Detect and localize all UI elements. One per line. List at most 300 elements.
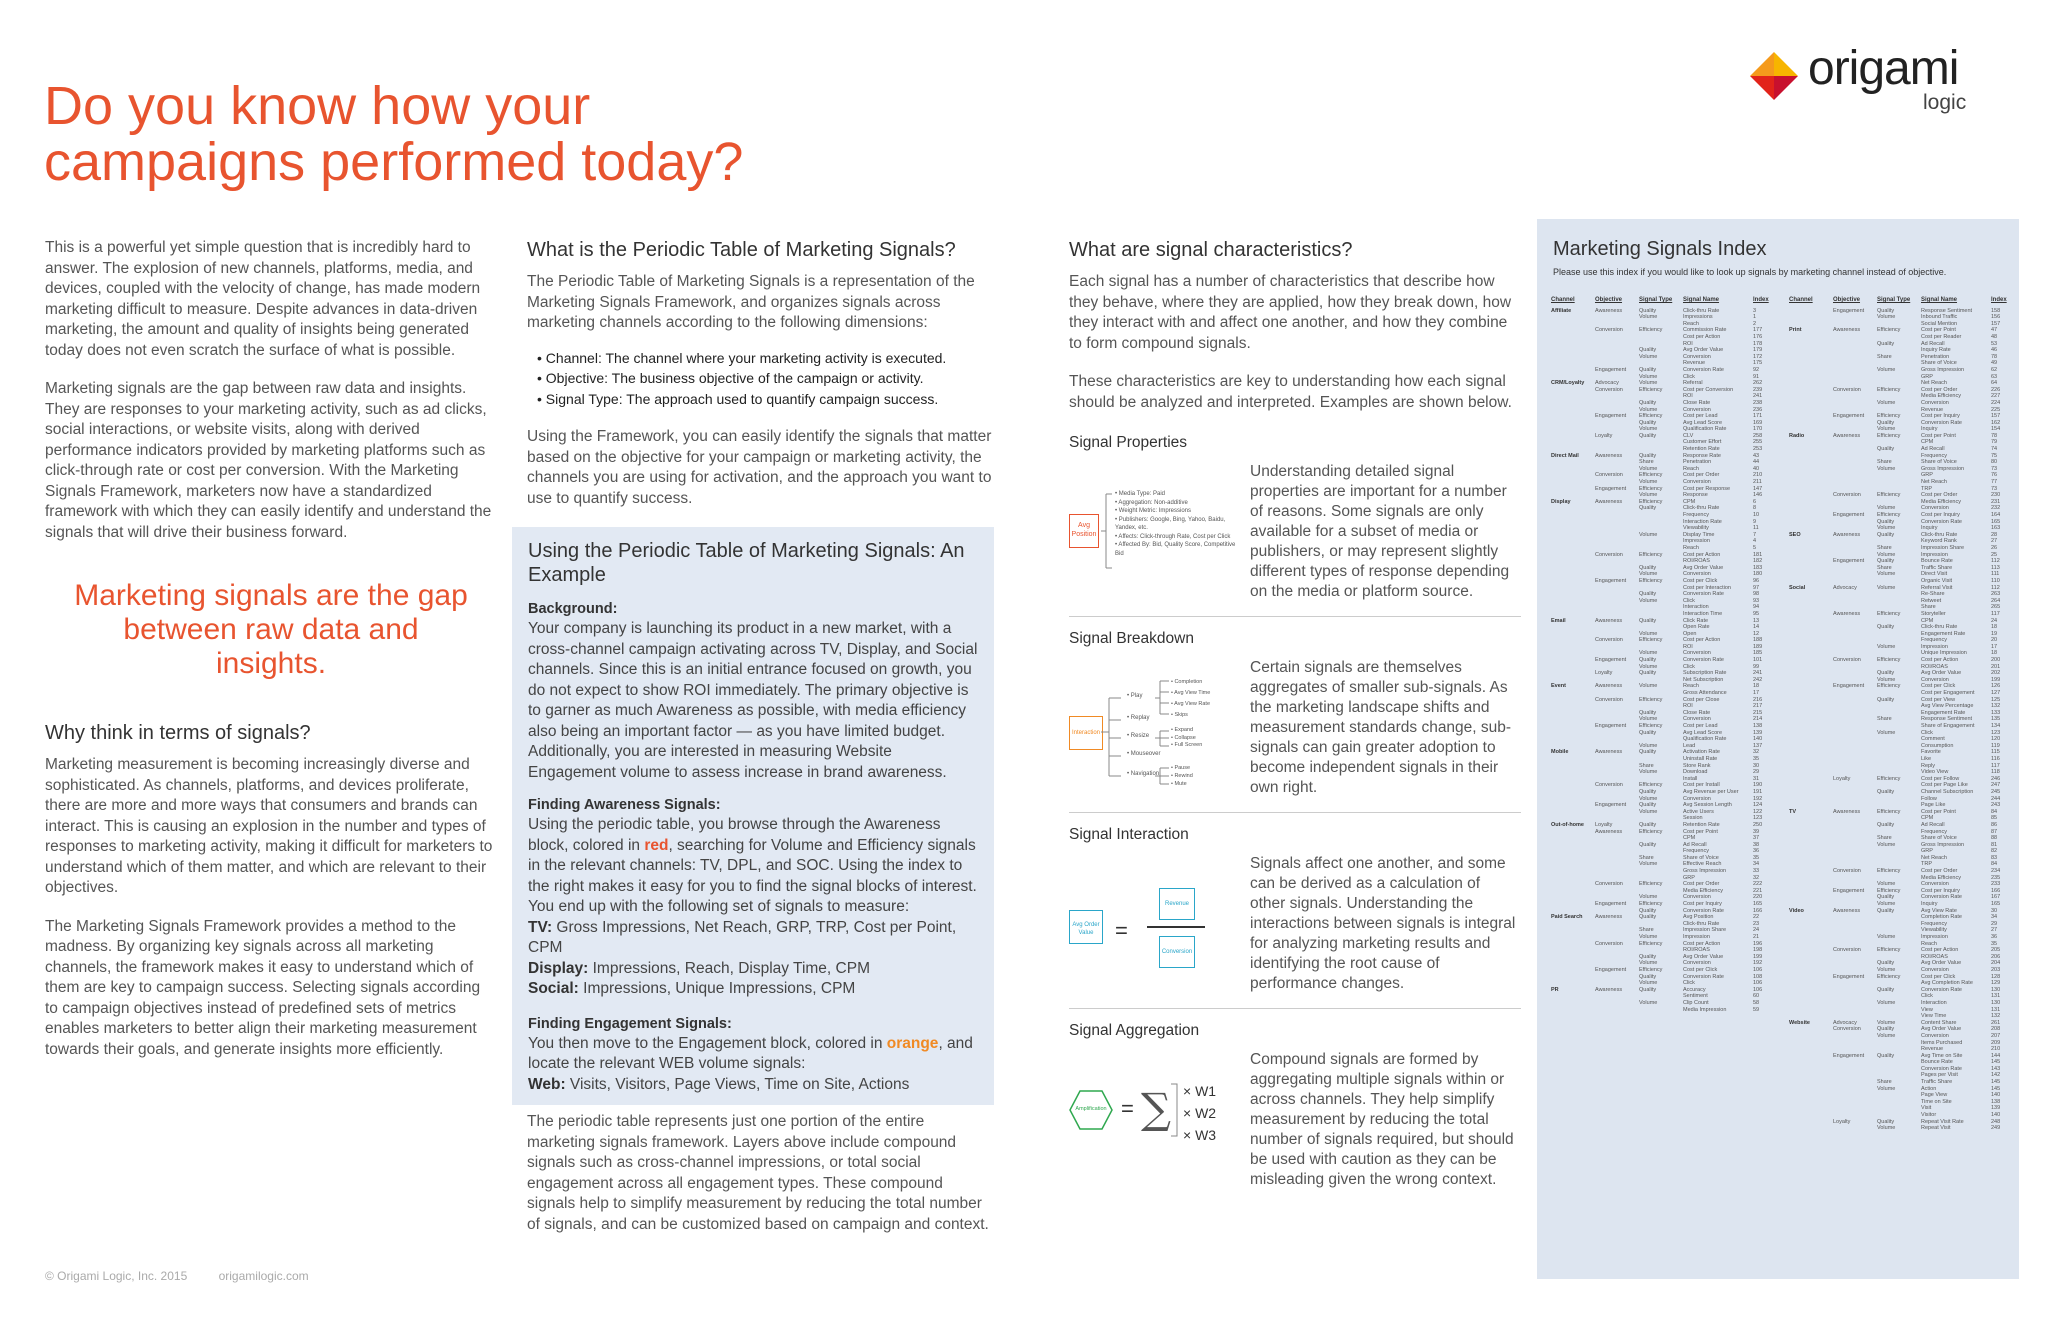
characteristics-paragraph-2: These characteristics are key to understanding how each signal should be analyzed and interpreted. Examples are shown below. — [1069, 373, 1512, 411]
index-row: Cost per Action 176 — [1683, 333, 1763, 340]
index-row: Re-Share 263 — [1921, 591, 2001, 598]
index-row: TRP 84 — [1921, 861, 1998, 868]
index-row: Cost per Reader 48 — [1921, 333, 1998, 340]
index-row: Mobile Awareness Quality Activation Rate 32 — [1551, 749, 1760, 756]
index-row: Conversion Efficiency Cost per Action 205 — [1833, 947, 2001, 954]
footer — [45, 1269, 337, 1283]
periodic-paragraph-2: Using the Framework, you can easily identify the signals that matter based on the objective for your campaign or marketing activity, the channels you are using for activation, and the approach you want to use to quantify success. — [527, 428, 992, 507]
index-row: Quality Avg Revenue per User 191 — [1639, 788, 1763, 795]
index-row: Engagement Efficiency Cost per Inquiry 164 — [1833, 512, 2001, 518]
index-row: Volume Active Users 122 — [1639, 808, 1763, 815]
index-row: Share Store Rank 30 — [1639, 762, 1760, 769]
index-row: Reach 35 — [1921, 940, 1998, 947]
index-row: Volume Action 145 — [1877, 1085, 2001, 1092]
index-row: Follow 244 — [1921, 795, 2001, 802]
index-row: Volume Click 106 — [1639, 980, 1763, 987]
index-row: ROI 217 — [1683, 703, 1763, 710]
index-row: Keyword Rank 27 — [1921, 538, 1998, 545]
index-row: Share Share of Voice 35 — [1639, 854, 1760, 861]
index-row: Out-of-home Loyalty Quality Retention Rate 250 — [1551, 821, 1763, 828]
pull-quote: Marketing signals are the gap between raw data and insights. — [74, 579, 468, 680]
index-row: ROI 178 — [1683, 340, 1763, 347]
example-panel — [512, 527, 994, 1105]
index-row: ROI/ROAS 201 — [1921, 663, 2001, 670]
signal-aggregation-diagram — [1069, 1078, 1249, 1158]
index-row: Page View 140 — [1921, 1092, 2001, 1099]
index-row: Cost per Engagement 127 — [1921, 690, 2001, 697]
index-row: Volume Open 12 — [1639, 630, 1760, 637]
index-row: Volume Conversion 232 — [1877, 505, 2001, 512]
index-row: Items Purchased 209 — [1921, 1039, 2001, 1046]
index-row: Volume Impression 21 — [1639, 934, 1760, 940]
intro-column — [45, 238, 497, 1078]
index-row: Volume Gross Impression 81 — [1877, 841, 1998, 848]
index-row: Quality Avg Order Value 183 — [1639, 564, 1763, 571]
resize-sublist: • Expand • Collapse • Full Screen — [1171, 727, 1203, 748]
index-row: Social Advocacy Volume Referral Visit 112 — [1789, 584, 2000, 591]
tv-signals: TV: Gross Impressions, Net Reach, GRP, TRP, Cost per Point, CPM — [528, 918, 957, 956]
divider — [1069, 1008, 1521, 1009]
index-row: Engagement Efficiency Cost per Response 147 — [1595, 485, 1763, 492]
index-row: Retention Rate 253 — [1683, 446, 1763, 453]
periodic-table-column — [527, 238, 995, 527]
web-signals: Web: Visits, Visitors, Page Views, Time on Site, Actions — [528, 1075, 910, 1093]
sub-bracket-icon — [1155, 676, 1171, 791]
index-row: Reach 5 — [1683, 544, 1757, 551]
index-row: ROI/ROAS 182 — [1683, 558, 1763, 565]
index-row: Quality Avg Order Value 204 — [1877, 960, 2001, 967]
index-row: CPM 79 — [1921, 439, 1998, 446]
why-title: Why think in terms of signals? — [45, 722, 311, 744]
index-row: Net Reach 64 — [1921, 380, 1998, 387]
index-row: Volume Inquiry 163 — [1877, 525, 2001, 532]
index-title: Marketing Signals Index — [1553, 238, 1767, 260]
index-row: Conversion Efficiency Cost per Action 196 — [1595, 940, 1763, 947]
index-row: Quality Avg Order Value 199 — [1639, 953, 1763, 960]
index-row: Conversion Efficiency Cost per Action 181 — [1595, 551, 1763, 558]
index-row: Email Awareness Quality Click Rate 13 — [1551, 617, 1760, 624]
index-row: ROI/ROAS 206 — [1921, 953, 2001, 960]
index-row: Volume Conversion 220 — [1639, 894, 1763, 901]
index-row: Quality Ad Recall 53 — [1877, 340, 1998, 347]
logo-wordmark: origami — [1808, 42, 1959, 95]
index-row: Volume Conversion 233 — [1877, 881, 2001, 888]
index-row: Conversion Efficiency Commission Rate 177 — [1595, 327, 1763, 334]
index-row: Awareness Efficiency Storyteller 117 — [1833, 610, 2000, 617]
index-row: Media Impression 59 — [1683, 1006, 1760, 1013]
index-row: TRP 73 — [1921, 485, 1998, 492]
conversion-tile: Conversion — [1159, 936, 1195, 968]
index-row: Avg View Percentage 132 — [1921, 703, 2001, 710]
index-row: Paid Search Awareness Quality Avg Position 22 — [1551, 914, 1760, 921]
index-row: Volume Inquiry 165 — [1877, 901, 2001, 908]
index-row: Quality Close Rate 238 — [1639, 399, 1763, 406]
index-row: Volume Conversion 236 — [1639, 406, 1763, 413]
index-row: Media Efficiency 235 — [1921, 874, 2001, 881]
index-row: Volume Conversion 203 — [1877, 966, 2001, 973]
index-row: Share Share of Voice 88 — [1877, 835, 1998, 842]
breakdown-tree-icon — [1101, 676, 1127, 791]
index-header-row: Channel Objective Signal Type Signal Name Index — [1551, 297, 1769, 303]
index-row: Engagement Quality Avg Time on Site 144 — [1833, 1052, 2001, 1059]
index-row: Quality Ad Recall 38 — [1639, 841, 1760, 848]
index-row: Volume Gross Impression 73 — [1877, 465, 1998, 472]
background-text: Your company is launching its product in a new market, with a cross-channel campaign activating across TV, Display, and Social channels. Since this is an initial entrance focused on growth, you do not expect to show ROI immediately. The primary objective is to garner as much Awareness as possible, with media efficiency also being an important factor — as you have limited budget. Additionally, you are interested in measuring Website Engagement volume to assess increase in brand awareness. — [528, 620, 978, 781]
index-row: Volume Reach 40 — [1639, 465, 1760, 472]
intro-paragraph-2: Marketing signals are the gap between raw data and insights. They are responses to your marketing activity, such as ad clicks, social interactions, or website visits, along with derived performance indicators provided by marketing platforms such as click-through rate or cost per conversion. With the Marketing Signals Framework, marketers now have a standardized framework with which they can easily identify and understand the signals that will drive their business forward. — [45, 380, 492, 541]
index-row: Interaction Time 95 — [1683, 610, 1760, 617]
index-row: Unique Impression 18 — [1921, 650, 1998, 657]
index-row: Volume Conversion 185 — [1639, 650, 1763, 657]
branch-resize: • Resize — [1127, 733, 1150, 739]
index-row: Conversion Efficiency Cost per Order 234 — [1833, 868, 2001, 875]
index-row: Print Awareness Efficiency Cost per Point 47 — [1789, 327, 1998, 334]
index-row: Volume Conversion 214 — [1639, 716, 1763, 723]
index-row: Page Like 243 — [1921, 802, 2001, 809]
avg-position-tile: Avg Position — [1069, 514, 1099, 548]
index-row: Volume Impression 17 — [1877, 643, 1998, 650]
characteristics-column — [1069, 238, 1521, 431]
index-row: Engagement Quality Avg Session Length 124 — [1595, 802, 1763, 809]
index-row: Volume Click 91 — [1639, 373, 1760, 380]
signal-properties-diagram — [1069, 486, 1239, 576]
index-row: Share Share of Voice 80 — [1877, 459, 1998, 466]
index-row: Volume Impression 36 — [1877, 934, 1998, 940]
signal-aggregation-text: Compound signals are formed by aggregating multiple signals within or across channels. They help simplify measurement by reducing the total number of signals required, but should be used with caution as they can be misleading given the wrong context. — [1250, 1051, 1514, 1188]
page-title: Do you know how your campaigns performed today? — [44, 76, 744, 192]
index-row: Volume Conversion 172 — [1639, 353, 1763, 360]
index-row: Volume Lead 137 — [1639, 742, 1763, 749]
index-row: Affiliate Awareness Quality Click-thru Rate 3 — [1551, 307, 1757, 314]
periodic-paragraph-1: The Periodic Table of Marketing Signals is a representation of the Marketing Signals Framework, and organizes signals across marketing channels according to the following dimensions: — [527, 273, 975, 331]
index-row: Conversion Efficiency Cost per Order 226 — [1833, 386, 2001, 393]
index-row: Engagement Efficiency Cost per Inquiry 165 — [1595, 901, 1763, 908]
index-row: Customer Effort 255 — [1683, 439, 1763, 446]
bracket-icon — [1099, 486, 1113, 576]
index-row: Event Awareness Volume Reach 18 — [1551, 683, 1760, 690]
origami-logo-icon — [1748, 50, 1800, 102]
index-row: Quality Avg Order Value 202 — [1877, 670, 2001, 677]
play-sublist: • Completion • Avg View Time • Avg View Rate • Skips — [1171, 679, 1211, 718]
branch-play: • Play — [1127, 693, 1143, 699]
index-row: Loyalty Quality CLV 258 — [1595, 432, 1763, 439]
social-signals: Social: Impressions, Unique Impressions, CPM — [528, 980, 856, 997]
index-row: Time on Site 138 — [1921, 1098, 2001, 1105]
index-row: Quality Conversion Rate 108 — [1639, 973, 1763, 980]
index-row: Share Impression Share 26 — [1877, 544, 1998, 551]
index-row: Conversion Efficiency Cost per Action 200 — [1833, 657, 2001, 664]
index-row: Volume Display Time 7 — [1639, 531, 1757, 538]
index-row: Engagement Efficiency Cost per Click 126 — [1833, 683, 2001, 690]
signal-interaction-diagram — [1069, 880, 1239, 970]
index-row: Visitor 140 — [1921, 1112, 2001, 1119]
index-row: Share Penetration 78 — [1877, 353, 1998, 360]
weight-3: × W3 — [1183, 1127, 1217, 1143]
index-row: Frequency 87 — [1921, 828, 1998, 835]
index-row: CRM/Loyalty Advocacy Volume Referral 262 — [1551, 380, 1763, 387]
signal-breakdown-title: Signal Breakdown — [1069, 630, 1194, 647]
index-row: Quality Conversion Rate 165 — [1877, 518, 2001, 525]
index-row: Quality Conversion Rate 98 — [1639, 591, 1760, 598]
signal-aggregation-title: Signal Aggregation — [1069, 1022, 1200, 1039]
red-highlight: red — [644, 836, 669, 854]
index-row: Cost per Interaction 97 — [1683, 584, 1760, 591]
signal-interaction-title: Signal Interaction — [1069, 826, 1189, 843]
index-row: Engagement Efficiency Cost per Lead 171 — [1595, 413, 1763, 420]
index-row: Volume Conversion 199 — [1877, 676, 2001, 683]
index-row: View 131 — [1921, 1006, 2001, 1013]
index-row: Engagement Quality Conversion Rate 92 — [1595, 366, 1760, 373]
index-row: Conversion Efficiency Cost per Order 230 — [1833, 492, 2001, 499]
index-row: Interaction 94 — [1683, 604, 1760, 611]
nav-sublist: • Pause • Rewind • Mute — [1171, 765, 1193, 787]
branch-navigation: • Navigation — [1127, 771, 1160, 777]
index-row: Media Efficiency 227 — [1921, 393, 2001, 400]
periodic-title: What is the Periodic Table of Marketing Signals? — [527, 239, 956, 261]
dimension-channel: • Channel: The channel where your marketing activity is executed. — [537, 348, 995, 369]
engagement-label: Finding Engagement Signals: — [528, 1015, 732, 1032]
index-row: Display Awareness Efficiency CPM 6 — [1551, 498, 1757, 505]
index-row: Share 265 — [1921, 604, 2001, 611]
index-row: Completion Rate 34 — [1921, 914, 1998, 921]
index-row: Engagement Efficiency Cost per Inquiry 157 — [1833, 413, 2001, 420]
index-row: Share Impression Share 24 — [1639, 927, 1760, 934]
index-table-right — [1789, 297, 2014, 1132]
index-row: Revenue 175 — [1683, 360, 1763, 367]
index-row: Media Efficiency 231 — [1921, 498, 2001, 505]
display-signals: Display: Impressions, Reach, Display Time, CPM — [528, 959, 870, 977]
index-row: CPM 24 — [1921, 617, 1998, 624]
index-row: Quality Ad Recall 86 — [1877, 821, 1998, 828]
index-row: Volume Interaction 130 — [1877, 999, 2001, 1006]
index-intro: Please use this index if you would like to look up signals by marketing channel instead of objective. — [1553, 267, 1947, 277]
index-row: Conversion Efficiency Cost per Order 210 — [1595, 472, 1763, 479]
fraction-bar — [1147, 926, 1205, 928]
dimensions-list — [537, 348, 995, 410]
index-row: Quality Avg Lead Score 139 — [1639, 729, 1763, 736]
index-row: Conversion Efficiency Cost per Action 188 — [1595, 637, 1763, 644]
branch-mouseover: • Mouseover — [1127, 751, 1161, 757]
index-row: Revenue 210 — [1921, 1046, 2001, 1053]
index-row: Volume Conversion 207 — [1877, 1032, 2001, 1039]
divider — [1069, 812, 1521, 813]
index-row: Social Mention 157 — [1921, 320, 2001, 327]
index-row: Share Penetration 44 — [1639, 459, 1760, 466]
index-row: Volume Conversion 224 — [1877, 399, 2001, 406]
index-row: Conversion Efficiency Cost per Order 222 — [1595, 881, 1763, 888]
signal-breakdown-diagram — [1069, 676, 1239, 791]
index-row: Website Advocacy Volume Content Share 261 — [1789, 1019, 2001, 1026]
index-row: ROI 189 — [1683, 643, 1763, 650]
equals-sign: = — [1121, 1096, 1134, 1121]
index-row: Engagement Quality Conversion Rate 101 — [1595, 657, 1763, 664]
website-link[interactable]: origamilogic.com — [218, 1269, 309, 1283]
index-row: SEO Awareness Quality Click-thru Rate 28 — [1789, 531, 1998, 538]
index-row: Volume Response 146 — [1639, 492, 1763, 499]
sigma-icon: ∑ — [1141, 1084, 1171, 1133]
index-row: GRP 76 — [1921, 472, 1998, 479]
index-row: Gross Impression 33 — [1683, 868, 1760, 875]
index-row: Viewability 11 — [1683, 525, 1759, 532]
index-row: Visit 139 — [1921, 1105, 2001, 1112]
equals-sign: = — [1115, 918, 1128, 943]
index-row: Quality Conversion Rate 166 — [1639, 907, 1763, 914]
index-row: Uninstall Rate 35 — [1683, 755, 1760, 762]
index-row: Radio Awareness Efficiency Cost per Point 78 — [1789, 432, 1998, 439]
index-row: Direct Mail Awareness Quality Response Rate 43 — [1551, 452, 1760, 459]
index-row: Click 131 — [1921, 993, 2001, 1000]
index-row: Volume Click 123 — [1877, 729, 2001, 736]
index-row: Conversion Efficiency Cost per Close 216 — [1595, 696, 1763, 703]
index-row: Viewability 27 — [1921, 927, 1998, 934]
characteristics-paragraph-1: Each signal has a number of characteristics that describe how they behave, where they are applied, how they break down, how they interact with and affect one another, and how they combine to form compound signals. — [1069, 273, 1512, 352]
index-row: GRP 82 — [1921, 848, 1998, 855]
index-row: Video View 118 — [1921, 769, 2000, 776]
index-row: Quality Click-thru Rate 18 — [1877, 624, 1998, 631]
copyright: © Origami Logic, Inc. 2015 — [45, 1269, 188, 1283]
engagement-text: You then move to the Engagement block, colored in orange, and locate the relevant WEB volume signals: — [528, 1034, 973, 1072]
weight-2: × W2 — [1183, 1105, 1217, 1121]
index-row: Quality Conversion Rate 162 — [1877, 419, 2001, 426]
index-row: Quality Channel Subscription 245 — [1877, 788, 2001, 795]
marketing-signals-index — [1537, 219, 2019, 1279]
index-row: Share Traffic Share 145 — [1877, 1079, 2001, 1086]
index-row: Like 116 — [1921, 755, 2000, 762]
closing-paragraph-wrap — [527, 1112, 995, 1253]
index-row: Volume Impression 25 — [1877, 551, 1998, 558]
index-row: Interaction Rate 9 — [1683, 518, 1757, 525]
characteristics-title: What are signal characteristics? — [1069, 239, 1353, 261]
index-row: ROI/ROAS 198 — [1683, 947, 1763, 954]
brace-icon — [1169, 1082, 1181, 1138]
avg-order-value-tile: Avg Order Value — [1069, 910, 1103, 944]
why-paragraph-2: The Marketing Signals Framework provides a method to the madness. By organizing key signals across all marketing channels, the framework makes it easy to understand which of them are key to campaign success. Selecting signals according to campaign objectives instead of predefined sets of metrics enables marketers to better align their marketing measurement towards their goals, and generate insights more efficiently. — [45, 917, 481, 1058]
index-row: Volume Clip Count 58 — [1639, 999, 1760, 1006]
index-row: Volume Direct Visit 111 — [1877, 571, 2000, 578]
index-row: Organic Visit 110 — [1921, 577, 2000, 584]
index-table-left — [1551, 297, 1776, 1013]
index-row: Engagement Quality Response Sentiment 158 — [1833, 307, 2001, 314]
index-row: Volume Click 93 — [1639, 597, 1760, 604]
index-row: Pages per Visit 142 — [1921, 1072, 2001, 1079]
index-row: PR Awareness Quality Accuracy 106 — [1551, 986, 1763, 993]
index-row: Engagement Rate 133 — [1921, 709, 2001, 716]
index-row: Share Traffic Share 113 — [1877, 564, 2000, 571]
index-row: Net Subscription 242 — [1683, 676, 1763, 683]
index-row: Quality Avg Lead Score 169 — [1639, 419, 1763, 426]
divider — [1069, 616, 1521, 617]
index-row: Volume Click 99 — [1639, 663, 1760, 670]
index-row: Quality Cost per View 125 — [1877, 696, 2001, 703]
index-row: Consumption 119 — [1921, 742, 2000, 749]
properties-list: • Media Type: Paid • Aggregation: Non-additive • Weight Metric: Impressions • Publishers: Google, Bing, Yahoo, Baidu, Yandex, etc. • Affects: Click-through Rate, Cost per Click • Affected By: Bid, Quality Score, Competitive Bid — [1115, 491, 1236, 557]
index-row: Volume Qualification Rate 170 — [1639, 426, 1763, 433]
closing-paragraph: The periodic table represents just one portion of the entire marketing signals framework. Layers above include compound signals such as cross-channel impressions, or total social engagement across all engagement types. These compound signals help to simplify measurement by reducing the total number of signals, and can be customized based on campaign and context. — [527, 1113, 989, 1233]
index-row: Avg Completion Rate 129 — [1921, 980, 2001, 987]
index-row: Volume Conversion 211 — [1639, 479, 1762, 486]
index-row: Engagement Efficiency Cost per Lead 138 — [1595, 723, 1763, 729]
index-row: Media Efficiency 221 — [1683, 887, 1763, 894]
index-row: Loyalty Quality Repeat Visit Rate 248 — [1833, 1118, 2001, 1125]
index-row: Frequency 36 — [1683, 848, 1760, 855]
index-row: CPM 37 — [1683, 835, 1760, 842]
orange-highlight: orange — [886, 1034, 939, 1052]
index-row: Open Rate 14 — [1683, 624, 1760, 631]
index-row: Share Response Sentiment 135 — [1877, 716, 2001, 723]
index-row: Click-thru Rate 23 — [1683, 920, 1760, 927]
index-row: Loyalty Quality Subscription Rate 241 — [1595, 670, 1763, 677]
awareness-label: Finding Awareness Signals: — [528, 797, 721, 813]
signal-interaction-text: Signals affect one another, and some can be derived as a calculation of other signals. Understanding the interactions between signals is integral for analyzing marketing results and identifying the root cause of performance changes. — [1250, 855, 1516, 992]
index-row: Bounce Rate 145 — [1921, 1059, 2001, 1066]
index-row: Impression 4 — [1683, 538, 1757, 545]
index-row: Cost per Page Like 247 — [1921, 782, 2001, 789]
index-row: Inquiry Rate 46 — [1921, 347, 1998, 354]
signal-properties-title: Signal Properties — [1069, 434, 1188, 451]
index-row: Favorite 115 — [1921, 749, 2000, 756]
index-row: Engagement Rate 19 — [1921, 630, 1998, 637]
revenue-tile: Revenue — [1159, 888, 1195, 920]
index-row: Session 123 — [1683, 815, 1763, 822]
index-row: Reply 117 — [1921, 762, 2000, 769]
logo-subtitle: logic — [1923, 91, 1967, 114]
index-row: Gross Attendance 17 — [1683, 690, 1760, 697]
index-row: Engagement Quality Bounce Rate 112 — [1833, 558, 2000, 565]
index-row: Engagement Efficiency Cost per Click 96 — [1595, 577, 1760, 584]
index-row: Video Awareness Quality Avg View Rate 30 — [1789, 907, 1998, 914]
index-row: Volume Conversion 192 — [1639, 795, 1763, 802]
index-row: GRP 63 — [1921, 373, 1998, 380]
index-row: Comment 120 — [1921, 736, 2001, 743]
index-row: TV Awareness Efficiency Cost per Point 84 — [1789, 808, 1998, 815]
amplification-label: Amplification — [1075, 1106, 1107, 1112]
index-row: Engagement Efficiency Cost per Inquiry 166 — [1833, 887, 2001, 894]
dimension-signal-type: • Signal Type: The approach used to quantify campaign success. — [537, 389, 995, 410]
index-row: Conversion Quality Avg Order Value 208 — [1833, 1026, 2001, 1033]
index-row: Share of Voice 49 — [1921, 360, 1998, 367]
index-row: Install 31 — [1683, 775, 1760, 782]
index-row: Net Reach 77 — [1921, 479, 1998, 486]
intro-paragraph-1: This is a powerful yet simple question that is incredibly hard to answer. The explosion of new channels, platforms, media, and devices, coupled with the velocity of change, has made modern marketing difficult to measure. Despite advances in data-driven marketing, the amount and quality of insights being generated today does not even scratch the surface of what is possible. — [45, 239, 481, 359]
index-row: Volume Effective Reach 34 — [1639, 861, 1760, 868]
index-row: Engagement Efficiency Cost per Click 128 — [1833, 973, 2001, 980]
index-row: Retweet 264 — [1921, 597, 2001, 604]
branch-replay: • Replay — [1127, 715, 1150, 721]
weight-1: × W1 — [1183, 1083, 1217, 1099]
index-row: Frequency 29 — [1921, 920, 1998, 927]
index-row: Quality Conversion Rate 167 — [1877, 894, 2001, 901]
index-row: Conversion Rate 143 — [1921, 1065, 2001, 1072]
origami-logic-logo — [1748, 42, 1978, 115]
index-row: GRP 32 — [1683, 874, 1760, 881]
index-row: Quality Close Rate 215 — [1639, 709, 1763, 716]
why-paragraph-1: Marketing measurement is becoming increasingly diverse and sophisticated. As channels, platforms, and devices proliferate, there are more and more ways that consumers and brands can interact. This is causing an explosion in the number and types of responses to marketing activity, making it difficult for marketers to understand which of them matter, and which are relevant to their objectives. — [45, 756, 493, 896]
example-title: Using the Periodic Table of Marketing Signals: An Example — [528, 540, 965, 586]
weights-list — [1183, 1080, 1216, 1146]
index-row: Volume Repeat Visit 249 — [1877, 1125, 2001, 1132]
index-row: Loyalty Efficiency Cost per Follow 246 — [1833, 775, 2001, 782]
signal-breakdown-text: Certain signals are themselves aggregates of smaller sub-signals. As the marketing landscape shifts and measurement standards change, sub-signals can gain greater adoption to become independent signals in their own right. — [1250, 659, 1512, 796]
index-row: Conversion Efficiency Cost per Install 190 — [1595, 782, 1763, 789]
index-row: Volume Conversion 180 — [1639, 571, 1763, 578]
index-row: Frequency 75 — [1921, 452, 1998, 459]
index-row: Frequency 10 — [1683, 512, 1760, 518]
index-row: Volume Impressions 1 — [1639, 314, 1757, 321]
index-row: Revenue 225 — [1921, 406, 2001, 413]
index-row: ROI 241 — [1683, 393, 1763, 400]
index-row: Conversion Efficiency Cost per Conversion 239 — [1595, 386, 1763, 393]
index-header-row: Channel Objective Signal Type Signal Name Index — [1789, 297, 2007, 303]
